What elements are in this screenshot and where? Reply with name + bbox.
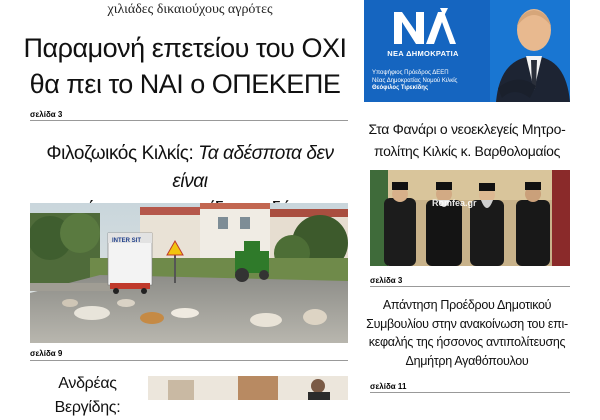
ad-caption-name: Θεόφιλος Τιρεκίδης (372, 85, 429, 91)
ad-caption-line2: Νέας Δημοκρατίας Νομού Κιλκίς (372, 77, 458, 84)
sidebar-article-1-page-ref: σελίδα 3 (370, 276, 403, 285)
third-article-photo-image (148, 376, 348, 400)
second-article-headline-line1 (30, 140, 350, 196)
truck-label: INTER SIT (112, 238, 142, 244)
sidebar-article-1-headline-line1: Στα Φανάρι ο νεοεκλεγείς Μητρο- (368, 121, 566, 137)
sidebar-article-2-headline-line1: Απάντηση Προέδρου Δημοτικού (382, 298, 552, 312)
sidebar-article-2-headline-line4: Δημήτρη Αγαθόπουλου (405, 353, 529, 368)
second-article-headline-italic-1: Τα αδέσποτα δεν είναι (172, 143, 334, 192)
third-article-headline[interactable]: Ανδρέας Βεργίδης: (54, 375, 121, 416)
party-name: ΝΕΑ ΔΗΜΟΚΡΑΤΙΑ (387, 49, 459, 58)
section-divider (370, 392, 570, 393)
second-article-page-ref: σελίδα 9 (30, 349, 63, 358)
sidebar-article-2-headline-line2: Συμβουλίου στην ανακοίνωση του επι- (366, 316, 568, 331)
top-article-headline-line1: Παραμονή επετείου του ΟΧΙ (23, 33, 347, 63)
right-column (364, 0, 600, 400)
sidebar-article-2-headline-line3: κεφαλής της ήσσονος αντιπολίτευσης (368, 335, 566, 349)
section-divider (370, 286, 570, 287)
metropolitan-photo[interactable] (370, 170, 570, 266)
top-article-page-ref: σελίδα 3 (30, 110, 63, 119)
political-ad[interactable] (364, 0, 570, 102)
third-article-photo[interactable] (148, 376, 348, 400)
party-logo-icon (390, 8, 456, 48)
top-article-headline[interactable] (20, 30, 350, 102)
stray-dogs-photo[interactable] (30, 203, 348, 343)
sidebar-article-1-headline-line2: πολίτης Κιλκίς κ. Βαρθολομαίος (373, 143, 561, 159)
sidebar-article-2-headline[interactable] (364, 296, 570, 370)
sidebar-article-2-page-ref: σελίδα 11 (370, 382, 407, 391)
metropolitan-photo-image (370, 170, 570, 266)
top-article-kicker: χιλιάδες δικαιούχους αγρότες (107, 2, 273, 17)
section-divider (30, 120, 348, 121)
sidebar-article-1-headline[interactable] (364, 118, 570, 162)
photo-watermark: Romfea.gr (432, 198, 477, 208)
second-article-headline-lead: Φιλοζωικός Κιλκίς: (46, 143, 199, 164)
ad-caption-line1: Υποψήφιος Πρόεδρος ΔΕΕΠ (372, 70, 449, 76)
stray-dogs-photo-image (30, 203, 348, 343)
top-article-headline-line2: θα πει το ΝΑΙ ο ΟΠΕΚΕΠΕ (29, 69, 341, 99)
candidate-portrait (490, 0, 570, 102)
section-divider (30, 360, 348, 361)
